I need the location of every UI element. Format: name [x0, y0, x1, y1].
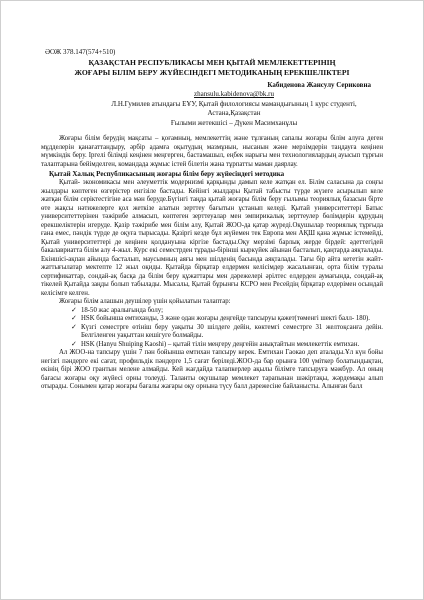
- section-heading: Қытай Халық Республикасының жоғары білім беру жүйесіндегі методика: [49, 170, 285, 179]
- requirement-text: Күзгі семестрге өтініш беру уақыты 30 шілдеге дейін, көктемгі семестрге 31 желтоқсанға дейін. Белгіленген уақыттан кешігуге болмайды.: [81, 323, 383, 340]
- requirement-item: [41, 324, 383, 341]
- section-paragraph: Қытай- экономикасы мен әлеуметтік модернизмі қарқынды дамып келе жатқан ел. Білім саласына да соңғы жылдары көптеген өзгерістер енгізіле бастады. Кейінгі жылдары Қытай табысты түрде жүзеге асырылып келе жатқан білім серіктестігіне аса мән беруде.Бүгінгі таңда қытай жоғары білім беру ғылымы теориялық базасын бірте өте жақсы нәтижелерге қол жеткізе алатын зерттеу бағытын ұстанып келеді. Қытай университеттері Батыс университеттерінен тәжірибе алмасып, көптеген зерттеуалар мен эмпирикалық зерттеулер бөлімдерін құрудың ерекшеліктерін игеруде. Қазір тәжірибе мен білім алу, Қытай ЖОО-да қатар жүреді.Оқушылар теориялық тұрғыда ғана емес, пәндік түрде де оқуға тырысады. Қазіргі кезде бұл жүйемен тек Европа мен АҚШ қана жұмыс істемейді, Қытай университеттері де кеңінен қолдануына кіргізе бастады.Оқу мерзімі барлық жерде бірдей: әдеттегідей бакалавриатта білім алу 4-жыл. Курс екі семестрден тұрады-бірінші кыркүйек айынан басталып, қаңтарда аяқталады. Екіншісі-ақпан айында басталып, маусымның аяғы мен шілденің басында аяқталады. Тағы бір айта кететін жайт-жаттығылатар мектепте 12 жыл оқиды. Қытайда бірқатар елдермен келісімдер жасалынған, орта білім туралы сертификаттар, сондай-ақ басқа да білім беру құжаттары мен дәрежелері әрілтес елдерден аумағында, сондай-ақ тікелей Қытайда заңды болып табылады. Мысалы, Қытай бұрынғы КСРО мен Ресейдің бірқатар елдерімен осындай келісімге келген.: [41, 179, 383, 297]
- requirements-intro: Жоғары білім алашын деушілер үшін қойылатын талаптар:: [59, 298, 231, 306]
- intro-paragraph: Жоғары білім берудің мақсаты – қоғамның, мемлекеттің және тұлғаның сапалы жоғары білім алуға деген мұдделерін қанағаттандыру, әрбір адамға оқытудың мазмұнын, нысанын және мерзімдерін таңдауға кеңінен мүмкіндік беру. Іргелі білімді кеңінен меңгерген, бастамашыл, еңбек нарығы мен технологиялардың ауысып тұрғын талаптарына бейімделген, командада жұмыс істей білетін жана тұрпатты маман даярлау.: [41, 135, 383, 168]
- author-email[interactable]: zhansulu.kabidenova@bk.ru: [194, 90, 274, 99]
- supervisor-line: Ғылыми жетекшісі – Дүкен Масимханұлы: [170, 118, 298, 127]
- requirement-text: HSK бойынша емтиханды, 3 және одан жоғары деңгейде тапсыруы қажет(төменгі шекті балл- 180).: [81, 315, 370, 323]
- author-block: [41, 81, 383, 90]
- author-name: Кабиденова Жансулу Сериковна: [267, 81, 371, 89]
- paper-title: [41, 58, 383, 77]
- checkmark-icon: ✓: [71, 306, 77, 314]
- checkmark-icon: ✓: [71, 340, 77, 348]
- checkmark-icon: ✓: [71, 323, 77, 331]
- closing-paragraph: Ал ЖОО-на тапсыру үшін 7 пән бойынша емтихан тапсыру керек. Емтихан Гаокао деп аталады.Ұл күн бойы негізгі пәндерге екі сағат, профильдік пәндерге 1,5 сағат беріледі.ЖОО-да бар орынға 100 үміткер болатындықтан, екінің бірі ЖОО грантын мелене алмайды. Кей жағдайда талапкерлер ақылы білімге тапсыруға мәжбүр. Ал оның бағасы жоғары оқу жүйесі орны толеуді. Таланты оқушылар мемлекет тарапынан шәкіртақы, жәрдемақы алып отырады. Сонымен қатар жоғары бағалы жағары оқу орнына түсу балл дәрежесіне байланысты. Алынған балл: [41, 349, 383, 391]
- udc-code: ӘОЖ 378.147(574+510): [45, 48, 116, 56]
- author-affiliation: Л.Н.Гумилев атындағы ЕҰУ, Қытай филологиясы мамандығының 1 курс студенті,: [111, 99, 357, 108]
- title-line-1: ҚАЗАҚСТАН РЕСПУБЛИКАСЫ МЕН ҚЫТАЙ МЕМЛЕКЕТТЕРІНІҢ: [88, 58, 336, 67]
- author-city: Астана,Қазақстан: [207, 109, 261, 118]
- requirement-item: [41, 315, 383, 324]
- requirement-text: 18-50 жас аралығында болу;: [81, 306, 163, 314]
- requirement-text: HSK (Hanyu Shuiping Kaoshi) – қытай тілін меңгеру деңгейін анықтайтын мемлекеттік емтихан.: [81, 340, 360, 348]
- author-details: [41, 90, 383, 128]
- requirement-item: [41, 307, 383, 316]
- checkmark-icon: ✓: [71, 315, 77, 323]
- requirement-item: [41, 341, 383, 350]
- title-line-2: ЖОҒАРЫ БІЛІМ БЕРУ ЖҮЙЕСІНДЕГІ МЕТОДИКАНЫҢ ЕРЕКШЕЛІКТЕРІ: [74, 67, 350, 77]
